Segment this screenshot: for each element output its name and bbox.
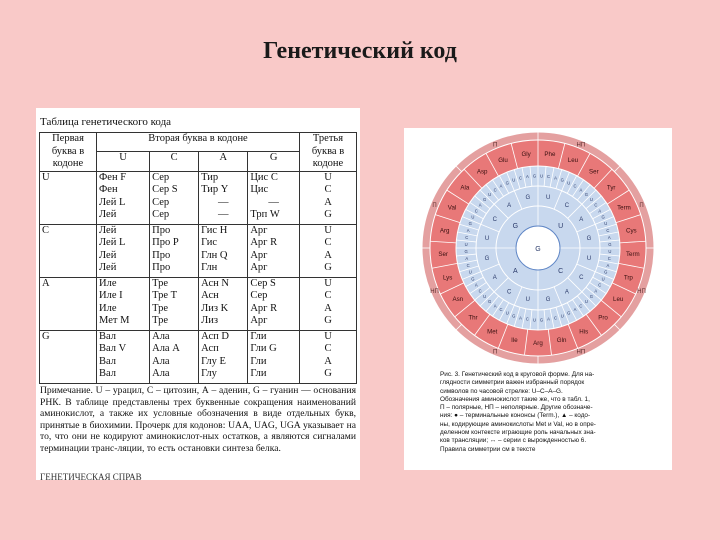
amino-acid-label: Gly <box>521 150 531 158</box>
third-base-label: G <box>532 173 537 179</box>
amino-acid-entry: — <box>217 209 229 220</box>
wheel-caption-line: ны, кодирующие аминокислоты Met и Val, но в опре- <box>440 420 596 428</box>
genetic-code-table <box>39 132 357 384</box>
amino-acid-entry: — <box>217 196 229 208</box>
second-base-label: U <box>586 256 592 263</box>
genetic-code-wheel <box>408 130 668 366</box>
third-base-label: U <box>505 310 509 316</box>
third-base-label: U <box>540 173 544 179</box>
table-footer: ГЕНЕТИЧЕСКАЯ СПРАВ <box>40 472 142 480</box>
third-base-label: A <box>573 307 577 313</box>
amino-acid-entry: Цис C <box>250 171 278 183</box>
amino-acid-entry: Вал V <box>99 343 127 354</box>
third-base-label: C <box>525 316 529 322</box>
amino-acid-entry: Арг <box>250 315 268 326</box>
first-letter-cell: C <box>40 224 97 277</box>
third-letter-entry: C <box>324 290 332 301</box>
third-base-label: U <box>512 177 516 183</box>
amino-acid-entry: Глн <box>201 262 218 273</box>
wheel-caption-line: Обозначения аминокислот такие же, что в табл. 1, <box>440 395 590 403</box>
third-base-label: U <box>589 197 593 203</box>
third-base-label: A <box>554 175 557 181</box>
amino-acid-cell <box>199 330 248 383</box>
amino-acid-label: Val <box>447 204 457 212</box>
wheel-caption-line: П – полярные, НП – неполярные. Другие обозначе- <box>440 404 593 412</box>
amino-acid-cell <box>199 277 248 330</box>
second-base-label: C <box>564 202 570 209</box>
third-base-label: U <box>532 317 536 323</box>
third-base-label: C <box>579 303 583 309</box>
table-row <box>40 330 357 383</box>
amino-acid-label: Phe <box>544 150 556 158</box>
second-letter-u: U <box>97 152 150 171</box>
table-row <box>40 277 357 330</box>
third-base-label: G <box>560 177 564 183</box>
third-letter-entry: U <box>324 171 332 183</box>
second-base-label: A <box>492 274 497 281</box>
amino-acid-label: Arg <box>439 227 450 235</box>
amino-acid-entry: Сер S <box>152 184 178 195</box>
third-base-label: U <box>483 293 487 299</box>
second-base-label: G <box>484 256 490 263</box>
third-base-label: U <box>464 241 468 247</box>
amino-acid-entry: Гли <box>250 368 267 379</box>
amino-acid-label: Ser <box>589 168 599 176</box>
polarity-label: НП <box>430 288 439 295</box>
third-base-label: U <box>601 276 605 282</box>
third-base-label: G <box>512 313 516 319</box>
second-base-label: U <box>545 195 551 202</box>
second-base-label: U <box>525 297 531 304</box>
amino-acid-entry: Арг R <box>250 237 278 248</box>
third-base-label: A <box>598 208 602 214</box>
amino-acid-entry: Лей L <box>99 237 126 248</box>
third-base-label: G <box>539 317 544 323</box>
third-letter-cell <box>300 330 357 383</box>
third-base-label: U <box>584 298 588 304</box>
amino-acid-entry: Фен F <box>99 171 127 183</box>
third-letter-cell <box>300 277 357 330</box>
amino-acid-entry: Про <box>152 262 171 273</box>
third-letter-entry: C <box>324 343 332 354</box>
amino-acid-label: Leu <box>613 296 624 304</box>
amino-acid-label: Glu <box>498 156 508 164</box>
amino-acid-entry: Иле <box>99 302 117 314</box>
wheel-caption-line: ния: ● – терминальные кононсы (Term.), ▲ – кодо- <box>440 412 591 420</box>
third-base-label: A <box>579 187 583 193</box>
third-base-label: C <box>553 315 558 321</box>
amino-acid-entry: Глу <box>201 368 217 379</box>
second-base-label: A <box>564 289 569 296</box>
third-base-label: U <box>488 192 492 198</box>
wheel-caption-line: ков трансляции; ↔ – серии с вырожденностью 6. <box>440 437 587 445</box>
amino-acid-label: Arg <box>533 340 543 348</box>
second-base-label: C <box>492 217 497 224</box>
third-base-label: G <box>488 298 492 304</box>
amino-acid-cell <box>150 224 199 277</box>
third-base-label: A <box>466 227 470 233</box>
amino-acid-entry: Тир Y <box>201 184 229 195</box>
wheel-caption <box>440 371 652 454</box>
amino-acid-entry: Гли <box>250 330 267 342</box>
amino-acid-cell <box>248 330 300 383</box>
amino-acid-cell <box>199 224 248 277</box>
third-base-label: C <box>598 282 602 288</box>
third-letter-header: Третья буква в кодоне <box>300 133 357 172</box>
amino-acid-entry: Про <box>152 249 171 261</box>
third-base-label: U <box>567 180 571 186</box>
genetic-code-table-image <box>36 108 360 480</box>
table-row <box>40 171 357 224</box>
polarity-label: П <box>492 142 498 149</box>
third-base-label: A <box>519 315 522 321</box>
amino-acid-label: Pro <box>598 314 608 322</box>
slide-title: Генетический код <box>263 38 457 64</box>
third-base-label: G <box>505 180 509 186</box>
polarity-label: НП <box>576 142 586 149</box>
amino-acid-cell <box>248 171 300 224</box>
amino-acid-label: Asp <box>476 168 488 176</box>
amino-acid-entry: Ала <box>152 330 170 342</box>
third-base-label: G <box>608 241 612 247</box>
amino-acid-entry: Гли <box>250 355 267 367</box>
third-base-label: C <box>547 174 551 180</box>
polarity-label: П <box>639 203 644 210</box>
amino-acid-entry: Вал <box>99 355 116 367</box>
third-base-label: G <box>589 293 593 299</box>
third-letter-entry: A <box>324 249 332 261</box>
wheel-caption-line: Правила симметрии см в тексте <box>440 445 536 453</box>
amino-acid-label: Met <box>487 328 498 336</box>
amino-acid-entry: Тре T <box>152 290 178 301</box>
third-letter-entry: C <box>324 184 332 195</box>
wheel-caption-line: Рис. 3. Генетический код в круговой форме. Для на- <box>440 371 595 378</box>
third-base-label: G <box>471 276 475 282</box>
first-letter-cell: A <box>40 277 97 330</box>
amino-acid-entry: Лиз K <box>201 302 229 314</box>
amino-acid-entry: Тир <box>201 171 219 183</box>
amino-acid-label: Tyr <box>606 184 616 192</box>
third-letter-entry: G <box>324 209 332 220</box>
amino-acid-entry: Арг R <box>250 302 278 314</box>
amino-acid-entry: Арг <box>250 249 268 261</box>
third-base-label: G <box>468 221 472 227</box>
third-base-label: C <box>465 234 469 240</box>
second-letter-c: C <box>150 152 199 171</box>
third-base-label: C <box>518 175 523 181</box>
amino-acid-cell <box>97 171 150 224</box>
amino-acid-label: Trp <box>623 274 633 282</box>
amino-acid-entry: Иле I <box>99 290 123 301</box>
third-base-label: A <box>526 174 529 180</box>
third-letter-cell <box>300 171 357 224</box>
wheel-caption-line: глядности симметрии важен избранный порядок <box>440 379 585 387</box>
amino-acid-entry: Арг <box>250 262 268 273</box>
third-letter-cell <box>300 224 357 277</box>
amino-acid-cell <box>248 277 300 330</box>
amino-acid-label: Thr <box>468 314 478 322</box>
amino-acid-entry: Лей <box>99 224 117 236</box>
third-base-label: A <box>465 256 469 262</box>
third-base-label: C <box>607 256 611 262</box>
amino-acid-cell <box>97 277 150 330</box>
third-base-label: G <box>567 310 571 316</box>
third-base-label: G <box>604 269 608 275</box>
second-base-label: A <box>579 217 584 224</box>
amino-acid-label: Leu <box>567 156 579 164</box>
second-base-label: C <box>506 289 512 296</box>
amino-acid-label: Term <box>625 251 640 259</box>
second-base-label: G <box>525 195 531 202</box>
third-base-label: U <box>471 214 475 220</box>
wheel-caption-line: деленном контексте играющие роль начальных зна- <box>440 429 596 437</box>
amino-acid-entry: Ала <box>152 368 170 379</box>
amino-acid-entry: Сер <box>152 171 170 183</box>
table-note: Примечание. U – урацил, С – цитозин, А – аденин, G – гуанин — основания РНК. В таблице представлены трех буквенные сокращения наименований аминокислот, а также их условные обозначения в виде отдельных букв, принятые в биохимии. Прочерк для кодонов: UAA, UAG, UGA указывает на то, что они не кодируют аминокислот-ных остатков, а являются сигналами терминации транс-ляции, то есть остановки синтеза белка. <box>40 385 356 454</box>
amino-acid-entry: Про P <box>152 237 179 248</box>
third-base-label: U <box>468 269 472 275</box>
amino-acid-entry: Фен <box>99 184 118 195</box>
amino-acid-entry: Глн Q <box>201 249 228 261</box>
third-letter-entry: A <box>324 355 332 367</box>
third-base-label: G <box>601 214 605 220</box>
second-letter-g: G <box>248 152 300 171</box>
third-base-label: C <box>493 187 497 193</box>
amino-acid-cell <box>248 224 300 277</box>
second-base-label: G <box>586 235 592 242</box>
second-letter-header: Вторая буква в кодоне <box>97 133 300 152</box>
second-base-label: C <box>579 274 584 281</box>
first-letter-cell: G <box>40 330 97 383</box>
amino-acid-entry: Тре <box>152 315 169 326</box>
polarity-label: П <box>432 203 437 210</box>
amino-acid-entry: Сер <box>250 290 268 301</box>
amino-acid-entry: Асп <box>201 343 219 354</box>
amino-acid-entry: Лей L <box>99 196 126 208</box>
amino-acid-cell <box>150 171 199 224</box>
wheel-caption-line: символов по часовой стрелке: U–C–A–G. <box>440 387 563 395</box>
third-base-label: A <box>499 183 503 189</box>
second-base-label: A <box>507 202 512 209</box>
third-letter-entry: G <box>324 315 332 326</box>
amino-acid-cell <box>150 330 199 383</box>
third-base-label: G <box>464 249 468 255</box>
amino-acid-label: Ile <box>511 337 518 345</box>
third-base-label: U <box>560 313 564 319</box>
third-base-label: C <box>606 227 610 233</box>
second-base-label: U <box>484 235 490 242</box>
amino-acid-entry: Тре <box>152 277 169 289</box>
first-base-label: C <box>558 268 564 276</box>
third-letter-entry: A <box>324 196 332 208</box>
amino-acid-entry: Про <box>152 224 171 236</box>
table-row <box>40 224 357 277</box>
amino-acid-entry: Иле <box>99 277 117 289</box>
amino-acid-entry: Тре <box>152 302 169 314</box>
genetic-code-wheel-image <box>404 128 672 470</box>
amino-acid-cell <box>199 171 248 224</box>
first-base-label: G <box>512 222 519 230</box>
amino-acid-entry: Мет M <box>99 315 130 326</box>
third-base-label: A <box>606 262 610 268</box>
amino-acid-entry: Асн <box>201 290 219 301</box>
first-letter-cell: U <box>40 171 97 224</box>
third-letter-entry: G <box>324 262 332 273</box>
amino-acid-cell <box>97 330 150 383</box>
first-base-label: U <box>558 222 564 230</box>
third-base-label: A <box>478 202 482 208</box>
third-letter-entry: U <box>324 224 332 236</box>
amino-acid-entry: Вал <box>99 368 116 379</box>
third-base-label: G <box>584 192 588 198</box>
third-base-label: A <box>493 303 497 309</box>
third-base-label: C <box>474 208 478 214</box>
amino-acid-entry: Вал <box>99 330 116 342</box>
amino-acid-entry: Лей <box>99 249 117 261</box>
amino-acid-entry: Сер <box>152 209 170 220</box>
polarity-label: НП <box>576 349 586 356</box>
third-letter-entry: A <box>324 302 332 314</box>
amino-acid-label: Gln <box>556 337 567 345</box>
polarity-label: П <box>492 349 498 356</box>
amino-acid-label: Term <box>617 204 631 212</box>
amino-acid-label: Asn <box>452 296 464 304</box>
third-base-label: G <box>483 197 487 203</box>
third-base-label: U <box>608 249 612 255</box>
third-base-label: C <box>466 262 470 268</box>
amino-acid-entry: Гис H <box>201 224 228 236</box>
third-base-label: C <box>594 202 598 208</box>
third-base-label: A <box>607 234 611 240</box>
amino-acid-entry: Асп D <box>201 330 229 342</box>
amino-acid-entry: Сер <box>152 196 170 208</box>
amino-acid-entry: Гли G <box>250 343 277 354</box>
third-letter-entry: U <box>324 277 332 289</box>
amino-acid-entry: Ала A <box>152 343 180 354</box>
amino-acid-label: Ser <box>438 251 449 259</box>
third-base-label: A <box>594 288 598 294</box>
amino-acid-entry: Лиз <box>201 315 219 326</box>
third-base-label: C <box>499 307 503 313</box>
second-base-label: G <box>545 297 551 304</box>
third-base-label: U <box>604 221 608 227</box>
wheel-core-label: G <box>535 246 541 253</box>
third-letter-entry: U <box>324 330 332 342</box>
third-letter-entry: C <box>324 237 332 248</box>
table-caption: Таблица генетического кода <box>40 116 172 128</box>
amino-acid-entry: Цис <box>250 184 269 195</box>
amino-acid-entry: Лей <box>99 262 117 273</box>
first-letter-header: Первая буква в кодоне <box>40 133 97 172</box>
amino-acid-entry: Сер S <box>250 277 276 289</box>
third-base-label: A <box>474 282 478 288</box>
amino-acid-label: Lys <box>442 274 453 282</box>
third-base-label: A <box>547 316 550 322</box>
amino-acid-label: Ala <box>460 184 470 192</box>
polarity-label: НП <box>637 288 646 295</box>
third-letter-entry: G <box>324 368 332 379</box>
third-base-label: C <box>478 288 482 294</box>
amino-acid-label: Cys <box>625 227 637 235</box>
amino-acid-entry: Трп W <box>250 209 280 220</box>
amino-acid-entry: Асн N <box>201 277 229 289</box>
third-base-label: C <box>573 183 577 189</box>
amino-acid-entry: Гис <box>201 237 218 248</box>
amino-acid-entry: — <box>268 196 279 208</box>
first-base-label: A <box>513 268 518 276</box>
amino-acid-entry: Лей <box>99 209 117 220</box>
second-letter-a: A <box>199 152 248 171</box>
amino-acid-label: His <box>579 328 589 336</box>
amino-acid-entry: Глу E <box>201 355 226 367</box>
amino-acid-cell <box>97 224 150 277</box>
amino-acid-entry: Арг <box>250 224 268 236</box>
amino-acid-cell <box>150 277 199 330</box>
amino-acid-entry: Ала <box>152 355 170 367</box>
